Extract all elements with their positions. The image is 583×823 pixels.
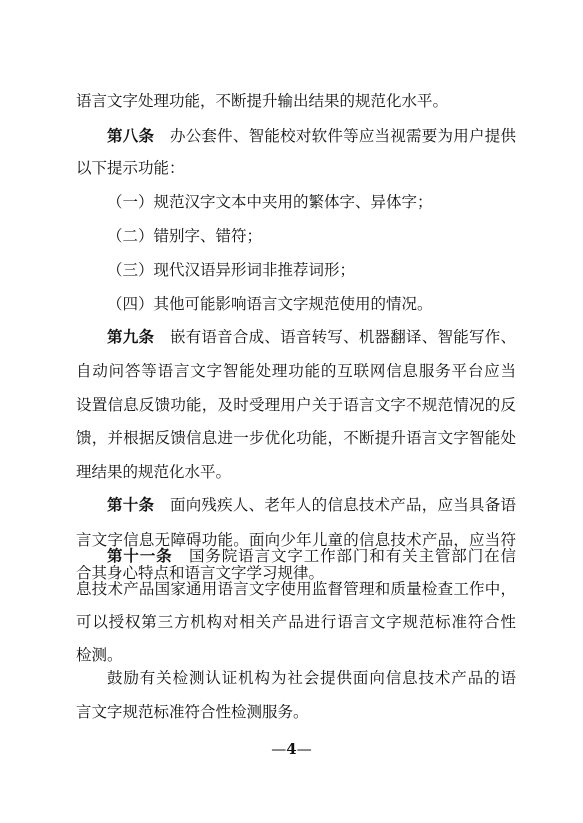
- line-text: 国务院语言文字工作部门和有关主管部门在信: [172, 547, 516, 565]
- text-line: [76, 645, 516, 665]
- text-line: [76, 361, 516, 381]
- line-text: 馈，并根据反馈信息进一步优化功能，不断提升语言文字智能处: [76, 429, 516, 447]
- line-text: （四）其他可能影响语言文字规范使用的情况。: [107, 295, 433, 313]
- article-label: 第八条: [107, 126, 155, 145]
- article-label: 第十条: [107, 495, 155, 514]
- line-text: 可以授权第三方机构对相关产品进行语言文字规范标准符合性: [76, 613, 516, 631]
- line-text: （一）规范汉字文本中夹用的繁体字、异体字；: [107, 193, 433, 211]
- page-number-dash-left: —: [271, 740, 287, 758]
- line-text: 合其身心特点和语言文字学习规律。: [76, 564, 325, 582]
- text-line: [76, 91, 516, 111]
- line-text: 检测。: [76, 646, 123, 664]
- text-line: [107, 668, 516, 688]
- text-line: [76, 612, 516, 632]
- article-label: 第十一条: [107, 546, 173, 565]
- text-line: [76, 158, 516, 178]
- text-line: [76, 428, 516, 448]
- text-line: [76, 702, 516, 722]
- article-label: 第九条: [107, 327, 155, 346]
- line-text: 设置信息反馈功能，及时受理用户关于语言文字不规范情况的反: [76, 396, 516, 414]
- list-item: [107, 260, 516, 280]
- line-text: （三）现代汉语异形词非推荐词形；: [107, 261, 356, 279]
- line-text: 嵌有语音合成、语音转写、机器翻译、智能写作、: [154, 328, 516, 346]
- line-text: 言文字规范标准符合性检测服务。: [76, 703, 309, 721]
- article-9-heading-line: [107, 327, 516, 347]
- article-10-heading-line: [107, 495, 516, 515]
- line-text: 以下提示功能：: [76, 159, 185, 177]
- text-line: [76, 579, 516, 599]
- text-line: [76, 462, 516, 482]
- line-text: 语言文字处理功能，不断提升输出结果的规范化水平。: [76, 92, 449, 110]
- list-item: [107, 294, 516, 314]
- line-text: 言文字信息无障碍功能。面向少年儿童的信息技术产品，应当符: [76, 531, 516, 549]
- page-number-dash-right: —: [296, 740, 312, 758]
- line-text: 理结果的规范化水平。: [76, 463, 232, 481]
- page-number: [0, 739, 583, 759]
- line-text: 办公套件、智能校对软件等应当视需要为用户提供: [154, 127, 516, 145]
- line-text: （二）错别字、错符；: [107, 227, 263, 245]
- line-text: 鼓励有关检测认证机构为社会提供面向信息技术产品的语: [107, 669, 516, 687]
- list-item: [107, 226, 516, 246]
- list-item: [107, 192, 516, 212]
- text-line: [76, 395, 516, 415]
- article-11-heading-line: [107, 546, 516, 566]
- page-number-value: 4: [286, 740, 297, 758]
- article-8-heading-line: [107, 126, 516, 146]
- line-text: 面向残疾人、老年人的信息技术产品，应当具备语: [154, 496, 516, 514]
- line-text: 自动问答等语言文字智能处理功能的互联网信息服务平台应当: [76, 362, 516, 380]
- line-text: 息技术产品国家通用语言文字使用监督管理和质量检查工作中，: [76, 580, 516, 598]
